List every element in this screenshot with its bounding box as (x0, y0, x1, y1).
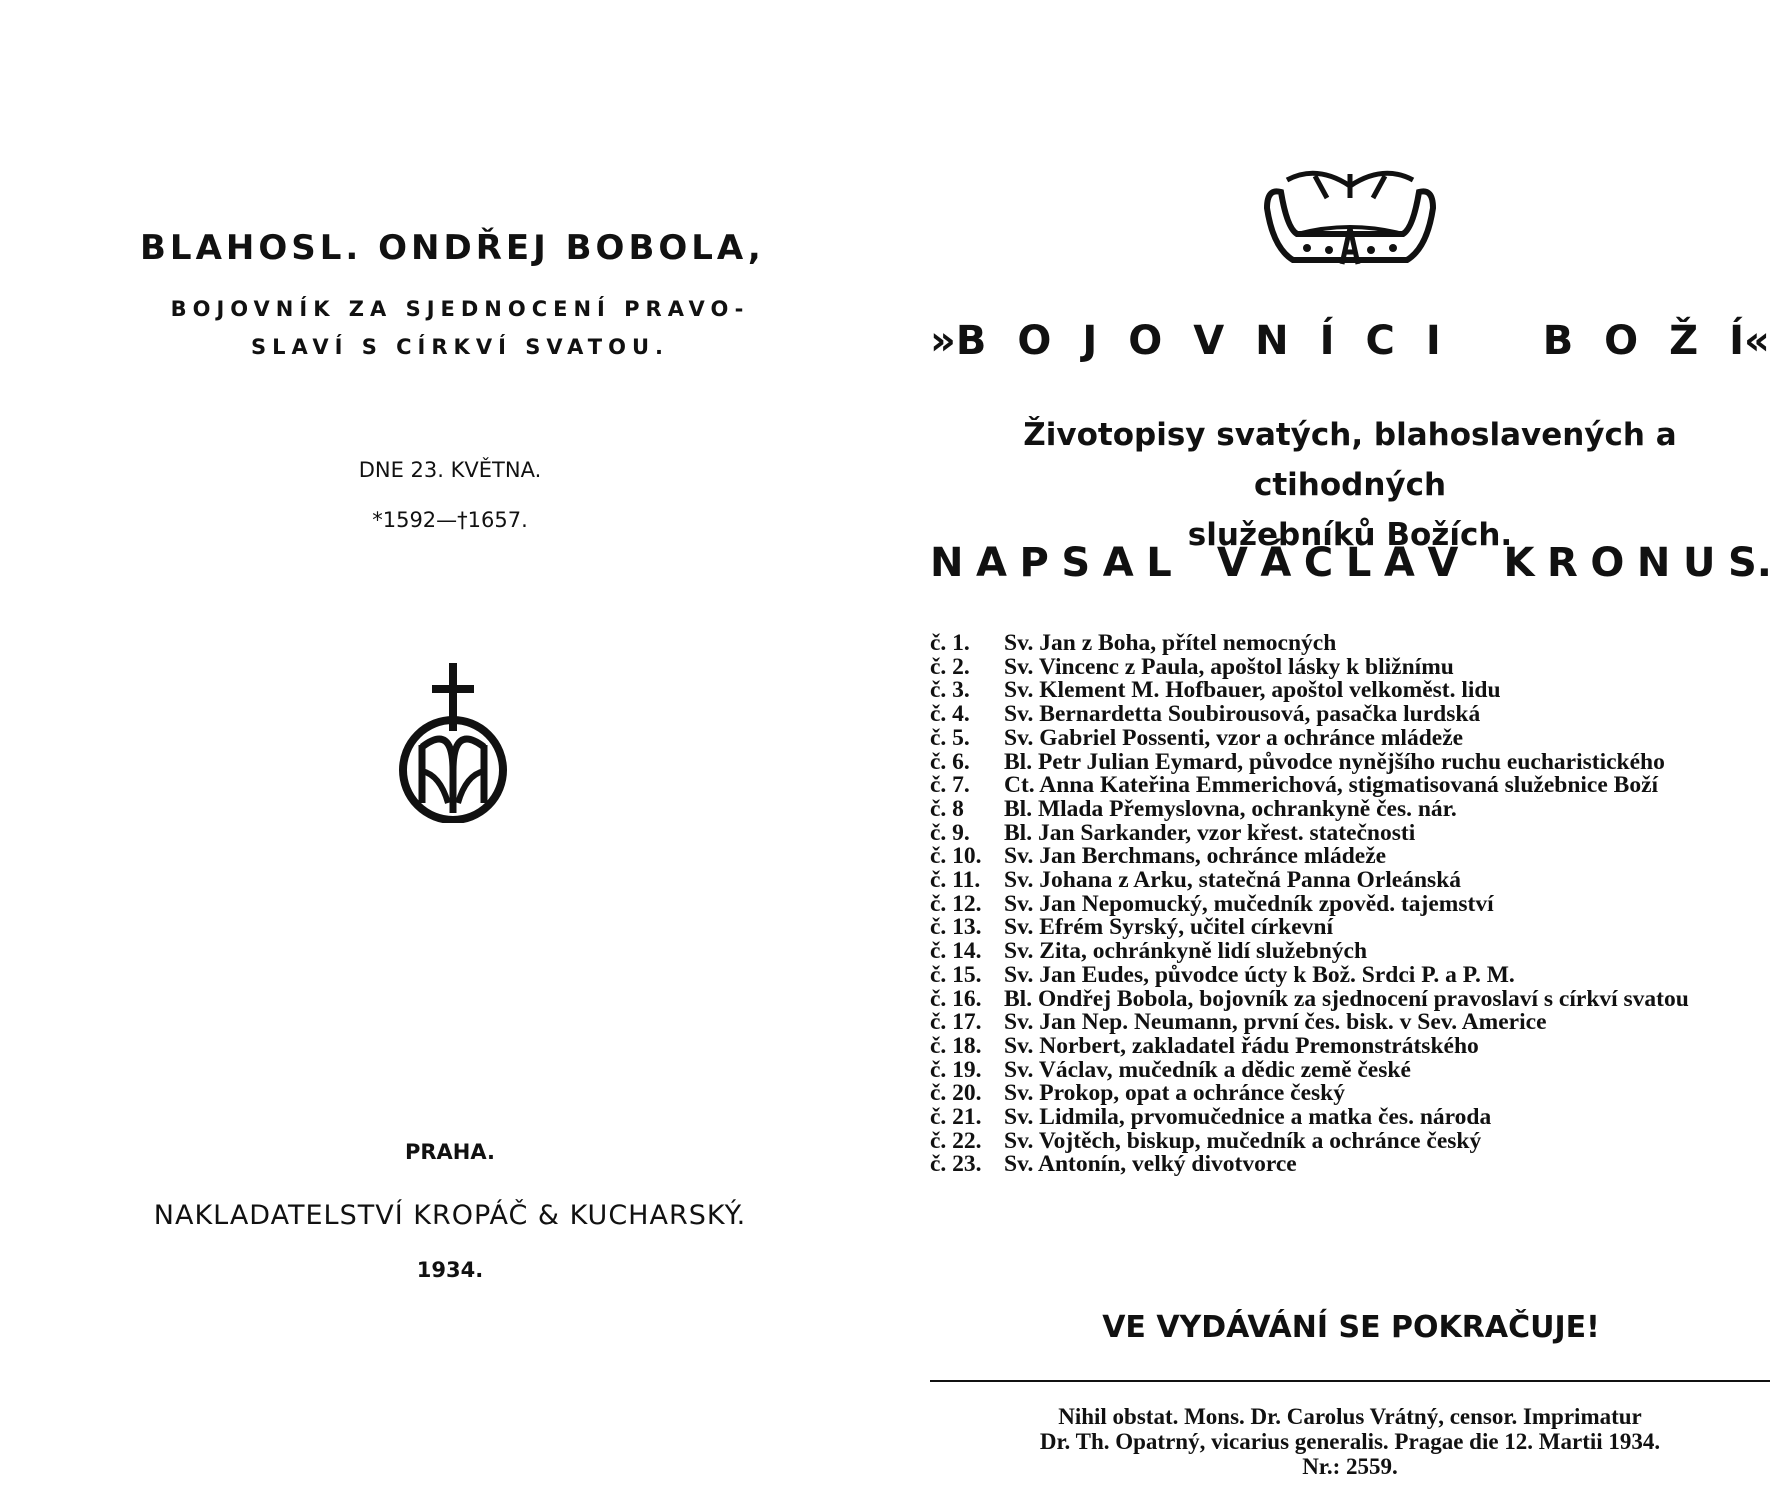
imprimatur (922, 1404, 1778, 1479)
lifespan: *1592—†1657. (372, 508, 528, 532)
list-item (930, 890, 1772, 917)
book-number: č. 18. (930, 1032, 982, 1059)
list-item (930, 845, 1772, 869)
book-number: č. 15. (930, 961, 982, 988)
author-letter: S (1061, 540, 1091, 586)
author-line (930, 540, 1772, 586)
book-title: Sv. Klement M. Hofbauer, apoštol velkoměst. lidu (1004, 677, 1501, 704)
author-letter: V (1216, 540, 1248, 586)
author-letter: A (976, 540, 1007, 586)
series-title-letter: N (1255, 318, 1289, 364)
imprimatur-line-3: Nr.: 2559. (1302, 1454, 1398, 1479)
book-title: Sv. Vojtěch, biskup, mučedník a ochránce český (1004, 1127, 1482, 1154)
author-letter: O (1590, 540, 1625, 586)
book-subtitle (120, 290, 800, 366)
list-item (930, 869, 1772, 893)
book-title: Bl. Mlada Přemyslovna, ochrankyně čes. nár. (1004, 795, 1457, 822)
book-title: BLAHOSL. ONDŘEJ BOBOLA, (140, 228, 765, 268)
book-title: Sv. Norbert, zakladatel řádu Premonstrátského (1004, 1032, 1479, 1059)
author-letter: N (930, 540, 964, 586)
list-item (930, 1056, 1772, 1083)
book-title: Sv. Efrém Syrský, učitel církevní (1004, 914, 1333, 941)
series-title-letter: Í« (1729, 318, 1770, 364)
book-subtitle-line-1: BOJOVNÍK ZA SJEDNOCENÍ PRAVO- (170, 297, 750, 321)
list-item (930, 632, 1772, 656)
author-letter: S. (1727, 540, 1772, 586)
book-number: č. 21. (930, 1104, 982, 1131)
series-title-letter: C (1365, 318, 1395, 364)
book-number: č. 16. (930, 985, 982, 1012)
book-title: Ct. Anna Kateřina Emmerichová, stigmatisovaná služebnice Boží (1004, 772, 1659, 799)
book-title: Sv. Lidmila, prvomučednice a matka čes. národa (1004, 1104, 1492, 1131)
publisher-name: NAKLADATELSTVÍ KROPÁČ & KUCHARSKÝ. (153, 1200, 747, 1231)
book-title: Sv. Vincenc z Paula, apoštol lásky k bližnímu (1004, 653, 1454, 680)
book-number: č. 7. (930, 772, 970, 799)
list-item (930, 679, 1772, 703)
book-title: Sv. Jan Nepomucký, mučedník zpověd. tajemství (1004, 890, 1494, 917)
author-letter: L (1345, 540, 1372, 586)
book-title: Sv. Johana z Arku, statečná Panna Orleánská (1004, 867, 1462, 894)
author-letter: N (1636, 540, 1671, 586)
book-number: č. 10. (930, 843, 982, 870)
continuing-notice: VE VYDÁVÁNÍ SE POKRAČUJE! (1102, 1310, 1600, 1345)
book-title: Sv. Václav, mučedník a dědic země české (1004, 1056, 1411, 1083)
book-title: Sv. Zita, ochránkyně lidí služebných (1004, 938, 1368, 965)
list-item (930, 985, 1772, 1012)
book-title: Sv. Jan Berchmans, ochránce mládeže (1004, 843, 1387, 870)
book-number: č. 2. (930, 653, 970, 680)
imprimatur-line-1: Nihil obstat. Mons. Dr. Carolus Vrátný, censor. Imprimatur (1058, 1404, 1642, 1429)
book-number: č. 22. (930, 1127, 982, 1154)
list-item (930, 795, 1772, 822)
series-title-letter: Ž (1669, 318, 1699, 364)
imprimatur-line-2: Dr. Th. Opatrný, vicarius generalis. Pragae die 12. Martii 1934. (1039, 1429, 1661, 1454)
series-title-letter: Í (1319, 318, 1335, 364)
list-item (930, 1032, 1772, 1059)
series-title-letter: J (1082, 318, 1098, 364)
series-subtitle-line-1: Životopisy svatých, blahoslavených a ctihodných (1023, 417, 1677, 503)
right-series-page (900, 0, 1778, 1500)
book-number: č. 1. (930, 630, 970, 656)
series-title (930, 318, 1770, 364)
publication-city: PRAHA. (404, 1140, 495, 1164)
list-item (930, 724, 1772, 751)
book-title: Sv. Bernardetta Soubirousová, pasačka lurdská (1004, 701, 1481, 728)
list-item (930, 653, 1772, 680)
book-subtitle-line-2: SLAVÍ S CÍRKVÍ SVATOU. (251, 335, 669, 359)
book-title: Bl. Jan Sarkander, vzor křest. statečnosti (1004, 819, 1416, 846)
book-number: č. 20. (930, 1080, 982, 1107)
list-item (930, 916, 1772, 940)
publisher-emblem-icon (398, 663, 510, 823)
series-title-letter: O (1604, 318, 1639, 364)
book-title: Sv. Jan z Boha, přítel nemocných (1004, 630, 1337, 656)
author-letter: V (1427, 540, 1459, 586)
series-title-letter: »B (930, 318, 987, 364)
list-item (930, 703, 1772, 727)
author-letter: Á (1260, 540, 1292, 586)
book-number: č. 23. (930, 1151, 982, 1178)
book-number: č. 12. (930, 890, 982, 917)
book-number: č. 3. (930, 677, 970, 704)
list-item (930, 1127, 1772, 1154)
list-item (930, 1106, 1772, 1130)
book-number: č. 8 (930, 795, 964, 822)
author-letter: K (1503, 540, 1535, 586)
book-title: Bl. Ondřej Bobola, bojovník za sjednocení pravoslaví s církví svatou (1004, 985, 1689, 1012)
crown-icon (1257, 168, 1443, 268)
series-title-letter: B (1542, 318, 1574, 364)
author-letter: U (1682, 540, 1716, 586)
divider (930, 1380, 1770, 1382)
book-number: č. 5. (930, 724, 970, 751)
author-letter: A (1383, 540, 1415, 586)
book-number: č. 19. (930, 1056, 982, 1083)
feast-date: DNE 23. KVĚTNA. (358, 458, 542, 482)
author-letter: A (1102, 540, 1134, 586)
author-letter: C (1303, 540, 1334, 586)
list-item (930, 961, 1772, 988)
book-list (930, 632, 1772, 1177)
list-item (930, 1153, 1772, 1177)
list-item (930, 748, 1772, 775)
book-number: č. 14. (930, 938, 982, 965)
book-number: č. 9. (930, 819, 970, 846)
book-title: Sv. Gabriel Possenti, vzor a ochránce mládeže (1004, 724, 1464, 751)
series-title-letter: O (1128, 318, 1163, 364)
book-number: č. 4. (930, 701, 970, 728)
publication-year: 1934. (416, 1258, 484, 1282)
series-title-letter: I (1425, 318, 1441, 364)
book-title: Sv. Antonín, velký divotvorce (1004, 1151, 1297, 1178)
author-letter: R (1547, 540, 1578, 586)
book-number: č. 11. (930, 867, 981, 894)
book-number: č. 13. (930, 914, 982, 941)
book-title: Sv. Prokop, opat a ochránce český (1004, 1080, 1345, 1107)
book-title: Sv. Jan Eudes, původce úcty k Bož. Srdci P. a P. M. (1004, 961, 1515, 988)
book-title: Bl. Petr Julian Eymard, původce nynějšího ruchu eucharistického (1004, 748, 1665, 775)
list-item (930, 1082, 1772, 1106)
series-title-letter: V (1193, 318, 1225, 364)
series-subtitle (930, 410, 1770, 560)
author-letter: P (1019, 540, 1049, 586)
series-subtitle-line-2: služebníků Božích. (1187, 517, 1513, 553)
list-item (930, 774, 1772, 798)
list-item (930, 940, 1772, 964)
series-title-letter: O (1017, 318, 1052, 364)
book-number: č. 17. (930, 1009, 982, 1036)
list-item (930, 1011, 1772, 1035)
list-item (930, 819, 1772, 846)
author-letter: L (1146, 540, 1172, 586)
book-title: Sv. Jan Nep. Neumann, první čes. bisk. v Sev. Americe (1004, 1009, 1547, 1036)
book-number: č. 6. (930, 748, 970, 775)
